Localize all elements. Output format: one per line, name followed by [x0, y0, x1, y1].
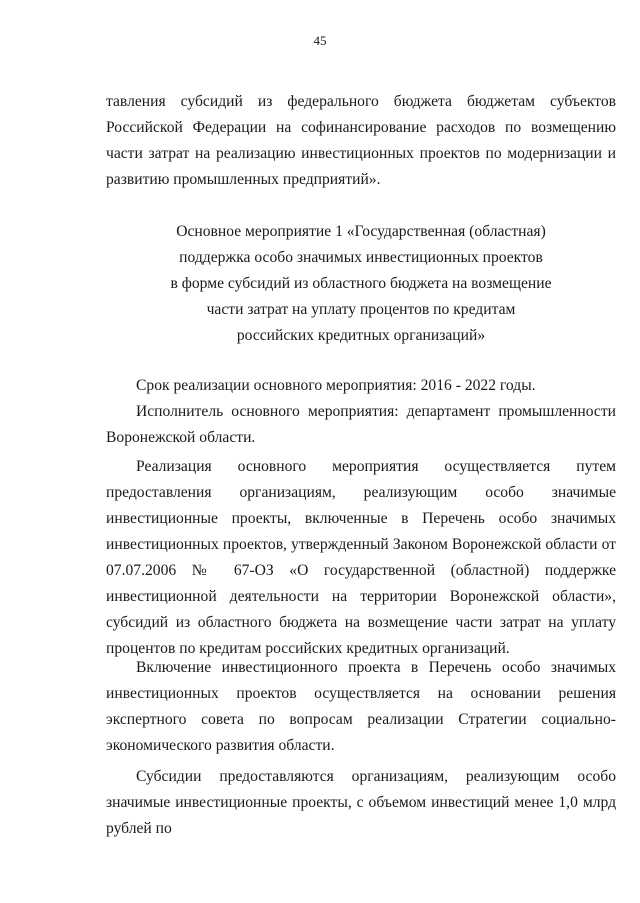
section-heading	[106, 219, 616, 349]
paragraph-implementation: Реализация основного мероприятия осуществляется путем предоставления организациям, реализующим особо значимые инвестиционные проекты, включенные в Перечень особо значимых инвестиционных проектов, утвержденный Законом Воронежской области от 07.07.2006 № 67-ОЗ «О государственной (областной) поддержке инвестиционной деятельности на территории Воронежской области», субсидий из областного бюджета на возмещение части затрат на уплату процентов по кредитам российских кредитных организаций.	[106, 458, 616, 657]
paragraph-subsidies: Субсидии предоставляются организациям, реализующим особо значимые инвестиционные проекты, с объемом инвестиций менее 1,0 млрд рублей по	[106, 768, 616, 837]
paragraph-inclusion: Включение инвестиционного проекта в Перечень особо значимых инвестиционных проектов осуществляется на основании решения экспертного совета по вопросам реализации Стратегии социально-экономического развития области.	[106, 659, 616, 754]
heading-line-1: Основное мероприятие 1 «Государственная (областная)	[176, 223, 546, 240]
paragraph-term: Срок реализации основного мероприятия: 2016 - 2022 годы.	[136, 377, 536, 394]
page-number: 45	[313, 33, 327, 48]
paragraph-intro-continuation: тавления субсидий из федерального бюджета бюджетам субъектов Российской Федерации на софинансирование расходов по возмещению части затрат на реализацию инвестиционных проектов по модернизации и развитию промышленных предприятий».	[106, 93, 616, 188]
heading-line-5: российских кредитных организаций»	[236, 327, 486, 344]
heading-line-3: в форме субсидий из областного бюджета на возмещение	[170, 275, 552, 292]
heading-line-2: поддержка особо значимых инвестиционных проектов	[179, 249, 543, 266]
heading-line-4: части затрат на уплату процентов по кредитам	[206, 301, 516, 318]
paragraph-executor: Исполнитель основного мероприятия: департамент промышленности Воронежской области.	[106, 403, 616, 446]
